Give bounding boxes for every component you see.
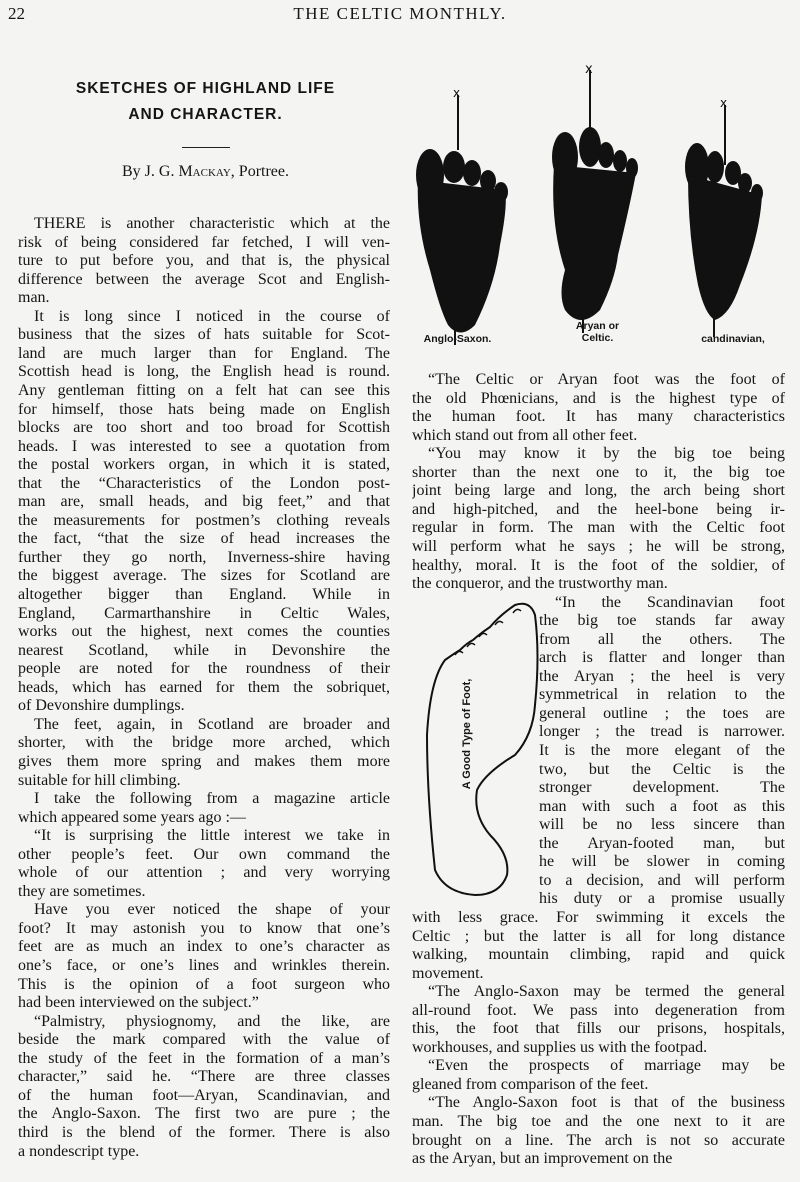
text-line: THERE is another characteristic which at the [34,215,390,232]
text-line: which stand out from all other feet. [412,426,638,444]
text-line: the Aryan-footed man, but [539,834,785,852]
text-line: will be no less sincere than [539,816,785,834]
byline [18,163,393,181]
text-line: of the human foot—Aryan, Scandinavian, and [18,1086,390,1104]
byline-author: Mackay [178,163,231,180]
text-line: which appeared some years ago :— [18,808,246,826]
text-line: “It is surprising the little interest we take in [34,827,390,845]
text-line: from all the others. The [539,630,785,648]
text-line: the study of the feet in the formation of a man’s [18,1049,390,1067]
text-line: to a decision, and will perform [539,871,785,889]
text-line: had been interviewed on the subject.” [18,994,259,1012]
text-line: brought on a line. The arch is not so accurate [412,1131,785,1149]
text-line: the fact, “that the size of head increases the [18,530,390,548]
text-line: the Aryan ; the heel is very [539,667,785,685]
text-line: foot? It may astonish you to know that one’s [18,919,390,937]
text-line: whole of our attention ; and very worrying [18,864,390,882]
text-line: the measurements for postmen’s clothing reveals [18,511,390,529]
text-line: shorter than the next one to it, the big toe [412,463,785,481]
text-line: “The Anglo-Saxon foot is that of the business [428,1094,785,1112]
svg-text:x: x [585,62,593,77]
good-foot-caption: A Good Type of Foot, [461,678,473,790]
text-line: longer ; the tread is narrower. [539,723,785,741]
text-line: land are much larger than for England. The [18,344,390,362]
text-line: beside the mark compared with the value of [18,1031,390,1049]
text-line: business that the sizes of hats suitable for Scot- [18,326,390,344]
text-line: risk of being considered far fetched, I will ven- [18,233,390,251]
text-line: suitable for hill climbing. [18,771,181,789]
text-line: man are, small heads, and big feet,” and that [18,493,390,511]
good-foot-outline-figure [415,595,555,900]
text-line: of Devonshire dumplings. [18,697,185,715]
text-line: will perform what he says ; he will be strong, [412,537,785,555]
text-line: This is the opinion of a foot surgeon who [18,975,390,993]
text-line: “The Anglo-Saxon may be termed the general [428,983,785,1001]
text-line: one’s face, or one’s lines and wrinkles therein. [18,957,390,974]
text-line: the postal workers organ, in which it is stated, [18,456,390,474]
text-line: heads. I was interested to see a quotation from [18,437,390,455]
text-line: the big toe stands far away [539,612,785,630]
text-line: the biggest average. The sizes for Scotland are [18,567,390,585]
text-line: “You may know it by the big toe being [428,445,785,463]
text-line: workhouses, and supplies us with the footpad. [412,1038,708,1056]
text-line: “Palmistry, physiognomy, and the like, are [34,1012,390,1030]
text-line: a nondescript type. [18,1142,140,1160]
article-title-line2: AND CHARACTER. [128,106,283,123]
title-rule [182,147,230,148]
text-line: that the “Characteristics of the London post- [18,474,390,492]
caption-anglo-saxon: Anglo-Saxon. [423,333,492,345]
byline-suffix: , Portree. [230,163,289,180]
text-line: shorter, with the bridge more arched, which [18,734,390,752]
text-line: for himself, those hats being made on English [18,400,390,418]
caption-scandinavian: candinavian, [701,333,765,345]
text-line: the human foot. It has many characteristics [412,408,785,426]
text-line: healthy, moral. It is the foot of the soldier, of [412,556,785,574]
text-line: the Anglo-Saxon. The first two are pure ; the [18,1105,390,1123]
text-line: England, Carmarthanshire in Celtic Wales, [18,604,390,622]
aryan-foot [552,62,638,333]
text-line: stronger development. The [539,779,785,797]
text-line: regular in form. The man with the Celtic foot [412,519,785,537]
text-line: character,” said he. “There are three classes [18,1068,390,1086]
text-line: symmetrical in relation to the [539,686,785,704]
text-line: movement. [412,964,484,982]
text-line: third is the blend of the former. There is also [18,1123,390,1141]
svg-text:x: x [720,96,728,110]
text-line: heads, which has earned for them the sobriquet, [18,678,390,696]
article-title-line1: SKETCHES OF HIGHLAND LIFE [75,80,336,97]
text-line: walking, mountain climbing, rapid and quick [412,946,785,964]
text-line: as the Aryan, but an improvement on the [412,1150,673,1168]
text-line: ture to put before you, and that is, the physical [18,252,390,270]
text-line: Celtic ; but the latter is all for long distance [412,927,785,945]
text-line: the old Phœnicians, and is the highest type of [412,389,785,407]
caption-aryan-line1: Aryan or [575,320,620,332]
text-line: feet are as much an index to one’s character as [18,938,390,956]
page-number: 22 [8,4,25,23]
text-line: they are sometimes. [18,882,146,900]
text-line: further they go north, Inverness-shire having [18,548,390,566]
text-line: his duty or a promise usually [539,890,785,908]
text-line: works out the highest, next comes the counties [18,623,390,641]
text-line: two, but the Celtic is the [539,760,785,778]
text-line: man. The big toe and the one next to it are [412,1113,785,1130]
text-line: people are noted for the roundness of their [18,660,390,678]
text-line: “Even the prospects of marriage may be [428,1057,785,1075]
text-line: joint being large and long, the arch being short [412,482,785,500]
caption-aryan-line2: Celtic. [581,332,614,344]
text-line: other people’s feet. Our own command the [18,845,390,863]
text-line: Scottish head is long, the English head is round. [18,363,390,381]
running-head: THE CELTIC MONTHLY. [293,4,507,23]
text-line: and high-pitched, and the heel-bone being ir- [412,500,785,518]
text-line: gives them more spring and makes them more [18,752,390,770]
scandinavian-foot [685,96,763,337]
text-line: with less grace. For swimming it excels the [412,908,785,926]
text-line: Any gentleman fitting on a felt hat can see this [18,381,390,399]
text-line: The feet, again, in Scotland are broader and [34,715,390,733]
text-line: man with such a foot as this [539,797,785,815]
text-line: the conqueror, and the trustworthy man. [412,575,668,593]
text-line: gleaned from comparison of the feet. [412,1075,649,1093]
text-line: I take the following from a magazine article [34,790,390,808]
feet-comparison-figure [400,55,800,355]
anglo-saxon-foot [416,86,508,345]
text-line: blocks are too short and too broad for Scottish [18,419,390,437]
text-line: “In the Scandinavian foot [555,593,785,611]
svg-text:x: x [453,86,461,100]
text-line: he will be slower in coming [539,853,785,871]
text-line: all-round foot. We pass into degeneration from [412,1001,785,1019]
text-line: difference between the average Scot and English- [18,270,390,288]
text-line: this, the foot that fills our prisons, hospitals, [412,1020,785,1038]
text-line: general outline ; the toes are [539,704,785,722]
text-line: “The Celtic or Aryan foot was the foot of [428,371,785,388]
byline-prefix: By J. G. [122,163,179,180]
text-line: nearest Scotland, while in Devonshire the [18,641,390,659]
text-line: It is long since I noticed in the course of [34,307,390,325]
text-line: arch is flatter and longer than [539,649,785,667]
text-line: altogether bigger than England. While in [18,586,390,603]
text-line: man. [18,289,50,307]
text-line: Have you ever noticed the shape of your [34,901,390,919]
text-line: It is the more elegant of the [539,742,785,759]
